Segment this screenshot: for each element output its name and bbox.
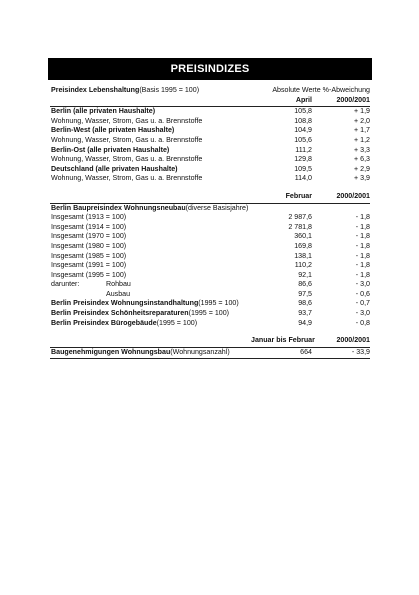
row-label: Wohnung, Wasser, Strom, Gas u. a. Brennstoffe [51, 135, 203, 144]
row-label: Insgesamt (1970 = 100) [51, 232, 127, 241]
row-value: 114,0 [294, 174, 312, 183]
row-basis: (Wohnungsanzahl) [170, 347, 230, 356]
page-banner [48, 58, 372, 80]
row-label-wrap [51, 319, 197, 329]
row-label: Insgesamt (1913 = 100) [51, 213, 127, 222]
sec2-column-header [48, 192, 372, 202]
table-row [48, 271, 372, 281]
row-change: - 1,8 [355, 241, 370, 250]
row-label: Insgesamt (1991 = 100) [51, 261, 127, 270]
row-label: Berlin Preisindex Wohnungsinstandhaltung [51, 299, 199, 308]
sec3-col-years: 2000/2001 [336, 336, 370, 345]
row-value: 360,1 [294, 232, 312, 241]
sec1-header-note: Absolute Werte %-Abweichung [272, 86, 370, 94]
row-value: 111,2 [295, 145, 312, 154]
row-value: 86,6 [298, 280, 312, 289]
table-row [48, 280, 372, 290]
banner-title: PREISINDIZES [170, 63, 250, 75]
row-change: + 2,0 [354, 116, 370, 125]
row-change: - 1,8 [355, 270, 370, 279]
row-value: 129,8 [294, 155, 312, 164]
row-value: 92,1 [298, 270, 312, 279]
sec2-rows [48, 213, 372, 280]
table-row [48, 242, 372, 252]
row-value: 110,2 [294, 261, 312, 270]
row-value: 2 987,6 [288, 213, 312, 222]
row-label: Insgesamt (1980 = 100) [51, 241, 127, 250]
row-value: 97,5 [298, 289, 312, 298]
row-change: - 1,8 [355, 261, 370, 270]
row-label: Baugenehmigungen Wohnungsbau [51, 347, 171, 356]
row-value: 108,8 [294, 116, 312, 125]
row-change: - 0,8 [355, 318, 370, 327]
row-change: - 0,6 [355, 289, 370, 298]
row-basis: (1995 = 100) [188, 309, 230, 318]
price-index-page [48, 58, 372, 359]
row-value: 2 781,8 [288, 222, 312, 231]
row-label: Wohnung, Wasser, Strom, Gas u. a. Brennstoffe [51, 155, 203, 164]
row-change: + 1,9 [354, 107, 370, 116]
row-sublabel: Rohbau [106, 280, 131, 289]
row-change: + 3,3 [354, 145, 370, 154]
table-row [48, 155, 372, 165]
table-row [48, 290, 372, 300]
row-change: - 1,8 [355, 251, 370, 260]
row-value: 105,8 [294, 107, 312, 116]
row-basis: (1995 = 100) [156, 318, 198, 327]
row-value: 109,5 [294, 164, 312, 173]
row-label: Berlin Preisindex Schönheitsreparaturen [51, 309, 189, 318]
sec1-column-header [48, 96, 372, 106]
sec2-col-februar: Februar [285, 191, 312, 200]
row-change: - 0,7 [355, 299, 370, 308]
row-label: Wohnung, Wasser, Strom, Gas u. a. Brennstoffe [51, 174, 203, 183]
row-change: + 2,9 [354, 164, 370, 173]
table-row [48, 232, 372, 242]
sec2-title: Berlin Baupreisindex Wohnungsneubau [51, 203, 186, 212]
row-value: 93,7 [298, 309, 312, 318]
row-label-wrap [51, 309, 229, 319]
table-row [48, 348, 372, 358]
row-label: Berlin Preisindex Bürogebäude [51, 318, 157, 327]
table-row [48, 319, 372, 329]
table-row [48, 299, 372, 309]
sec1-basis: (Basis 1995 = 100) [139, 86, 200, 94]
row-label: Wohnung, Wasser, Strom, Gas u. a. Brennstoffe [51, 116, 203, 125]
table-row [48, 117, 372, 127]
row-label: Deutschland (alle privaten Haushalte) [51, 164, 178, 173]
row-label: Berlin-Ost (alle privaten Haushalte) [51, 145, 170, 154]
sec1-title-row [48, 86, 372, 96]
row-label: Berlin-West (alle privaten Haushalte) [51, 126, 175, 135]
row-label: Insgesamt (1995 = 100) [51, 270, 127, 279]
row-change: - 1,8 [355, 213, 370, 222]
sec3-column-header [48, 336, 372, 346]
table-row [48, 107, 372, 117]
table-row [48, 252, 372, 262]
row-value: 169,8 [294, 241, 312, 250]
sec2-col-years: 2000/2001 [336, 191, 370, 200]
table-row [48, 223, 372, 233]
row-basis: (1995 = 100) [198, 299, 239, 308]
table-row [48, 261, 372, 271]
table-row [48, 213, 372, 223]
table-row [48, 126, 372, 136]
sec1-title: Preisindex Lebenshaltung [51, 86, 140, 94]
sec3-bottom-divider [50, 358, 370, 359]
row-value: 138,1 [294, 251, 312, 260]
table-row [48, 174, 372, 184]
row-change: + 6,3 [354, 155, 370, 164]
row-change: + 3,9 [354, 174, 370, 183]
row-value: 664 [300, 347, 312, 356]
sec3-col-period: Januar bis Februar [251, 336, 315, 345]
row-value: 105,6 [294, 135, 312, 144]
darunter-label: darunter: [51, 280, 80, 289]
row-value: 98,6 [298, 299, 312, 308]
table-row [48, 165, 372, 175]
sec1-col-years: 2000/2001 [336, 95, 370, 104]
table-row [48, 136, 372, 146]
sec2-darunter [48, 280, 372, 299]
row-change: - 3,0 [355, 280, 370, 289]
sec2-basis: (diverse Basisjahre) [185, 203, 249, 212]
sec1-rows [48, 107, 372, 184]
row-label: Insgesamt (1914 = 100) [51, 222, 127, 231]
row-label: Berlin (alle privaten Haushalte) [51, 107, 156, 116]
row-value: 94,9 [298, 318, 312, 327]
row-change: - 1,8 [355, 222, 370, 231]
table-row [48, 309, 372, 319]
row-label-wrap [51, 299, 239, 309]
row-value: 104,9 [294, 126, 312, 135]
row-change: + 1,2 [354, 135, 370, 144]
sec2-title-row [48, 204, 372, 214]
sec1-col-april: April [295, 95, 312, 104]
row-change: - 33,9 [351, 347, 370, 356]
row-change: + 1,7 [354, 126, 370, 135]
sec2-extra [48, 299, 372, 328]
row-label: Insgesamt (1985 = 100) [51, 251, 127, 260]
row-change: - 1,8 [355, 232, 370, 241]
table-row [48, 146, 372, 156]
row-change: - 3,0 [355, 309, 370, 318]
row-sublabel: Ausbau [106, 289, 131, 298]
